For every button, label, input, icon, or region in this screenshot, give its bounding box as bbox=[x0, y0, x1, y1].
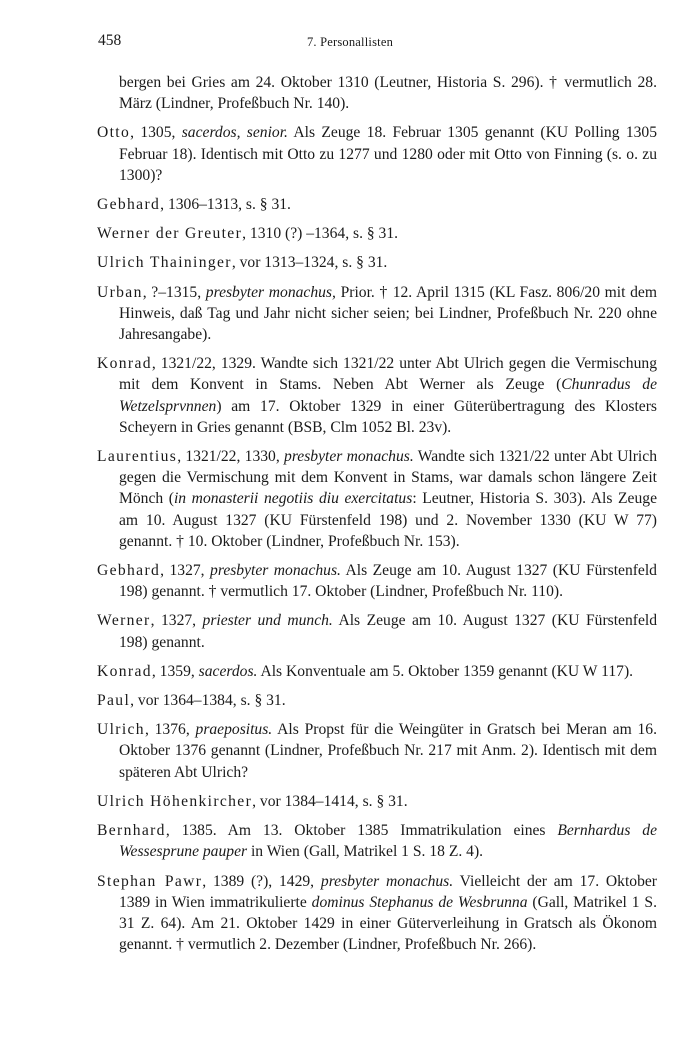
entry-werner-1327: Werner, 1327, priester und munch. Als Zeuge am 10. August 1327 (KU Fürstenfeld 198) genannt. bbox=[97, 612, 657, 651]
entry-laurentius: Laurentius, 1321/22, 1330, presbyter monachus. Wandte sich 1321/22 unter Abt Ulrich gegen die Vermischung mit dem Konvent in Stams, war damals schon längere Zeit Mönch (in monasterii negotiis diu exercitatus: Leutner, Historia S. 303). Als Zeuge am 10. August 1327 (KU Fürstenfeld 198) und 2. November 1330 (KU W 77) genannt. † 10. Oktober (Lindner, Profeßbuch Nr. 153). bbox=[97, 448, 657, 550]
entry-werner-der-greuter: Werner der Greuter, 1310 (?) –1364, s. § 31. bbox=[97, 225, 399, 243]
entry-name: Otto bbox=[97, 124, 131, 142]
running-title: 7. Personallisten bbox=[306, 35, 394, 49]
entry-ulrich-hoehenkircher: Ulrich Höhenkircher, vor 1384–1414, s. § 31. bbox=[97, 792, 408, 810]
entry-name: Gebhard bbox=[97, 196, 161, 214]
entry-konrad-1359: Konrad, 1359, sacerdos. Als Konventuale am 5. Oktober 1359 genannt (KU W 117). bbox=[97, 662, 634, 680]
entry-konrad-1321: Konrad, 1321/22, 1329. Wandte sich 1321/22 unter Abt Ulrich gegen die Vermischung mit dem Konvent in Stams. Neben Abt Werner als Zeuge (Chunradus de Wetzelsprvnnen) am 17. Oktober 1329 in einer Güterübertragung des Klosters Scheyern in Gries genannt (BSB, Clm 1052 Bl. 23v). bbox=[97, 355, 657, 436]
personnel-list bbox=[97, 72, 657, 963]
entry-continuation: bergen bei Gries am 24. Oktober 1310 (Leutner, Historia S. 296). † vermutlich 28. März (Lindner, Profeßbuch Nr. 140). bbox=[119, 74, 657, 113]
entry-bernhard: Bernhard, 1385. Am 13. Oktober 1385 Immatrikulation eines Bernhardus de Wessesprune pauper in Wien (Gall, Matrikel 1 S. 18 Z. 4). bbox=[97, 822, 657, 861]
entry-name: Konrad bbox=[97, 355, 152, 373]
entry-urban: Urban, ?–1315, presbyter monachus, Prior. † 12. April 1315 (KL Fasz. 806/20 mit dem Hinweis, daß Tag und Jahr nicht sicher seien; bei Lindner, Profeßbuch Nr. 220 ohne Jahresangabe). bbox=[97, 283, 657, 344]
entry-stephan-pawr: Stephan Pawr, 1389 (?), 1429, presbyter monachus. Vielleicht der am 17. Oktober 1389 in Wien immatrikulierte dominus Stephanus de Wesbrunna (Gall, Matrikel 1 S. 31 Z. 64). Am 21. Oktober 1429 in einer Güterverleihung in Gratsch als Ökonom genannt. † vermutlich 2. Dezember (Lindner, Profeßbuch Nr. 266). bbox=[97, 872, 657, 954]
entry-name: Ulrich Thaininger bbox=[97, 254, 232, 272]
entry-name: Stephan Pawr bbox=[97, 872, 203, 890]
page-number: 458 bbox=[98, 32, 122, 49]
entry-name: Urban bbox=[97, 283, 143, 301]
entry-otto: Otto, 1305, sacerdos, senior. Als Zeuge 18. Februar 1305 genannt (KU Polling 1305 Februar 18). Identisch mit Otto zu 1277 und 1280 oder mit Otto von Finning (s. o. zu 1300)? bbox=[97, 124, 658, 184]
entry-name: Werner der Greuter bbox=[97, 225, 243, 243]
entry-name: Gebhard bbox=[97, 562, 161, 580]
entry-gebhard-1327: Gebhard, 1327, presbyter monachus. Als Zeuge am 10. August 1327 (KU Fürstenfeld 198) genannt. † vermutlich 17. Oktober (Lindner, Profeßbuch Nr. 110). bbox=[97, 562, 657, 601]
entry-paul: Paul, vor 1364–1384, s. § 31. bbox=[97, 692, 286, 710]
entry-name: Konrad bbox=[97, 662, 152, 680]
entry-ulrich-1376: Ulrich, 1376, praepositus. Als Propst für die Weingüter in Gratsch bei Meran am 16. Oktober 1376 genannt (Lindner, Profeßbuch Nr. 217 mit Anm. 2). Identisch mit dem späteren Abt Ulrich? bbox=[97, 721, 657, 781]
entry-ulrich-thaininger: Ulrich Thaininger, vor 1313–1324, s. § 31. bbox=[97, 254, 388, 272]
entry-name: Paul bbox=[97, 692, 131, 710]
entry-name: Laurentius bbox=[97, 448, 178, 466]
entry-name: Werner bbox=[97, 612, 151, 630]
entry-name: Ulrich bbox=[97, 721, 145, 739]
entry-gebhard: Gebhard, 1306–1313, s. § 31. bbox=[97, 196, 291, 214]
entry-name: Bernhard bbox=[97, 822, 166, 840]
entry-name: Ulrich Höhenkircher bbox=[97, 792, 253, 810]
